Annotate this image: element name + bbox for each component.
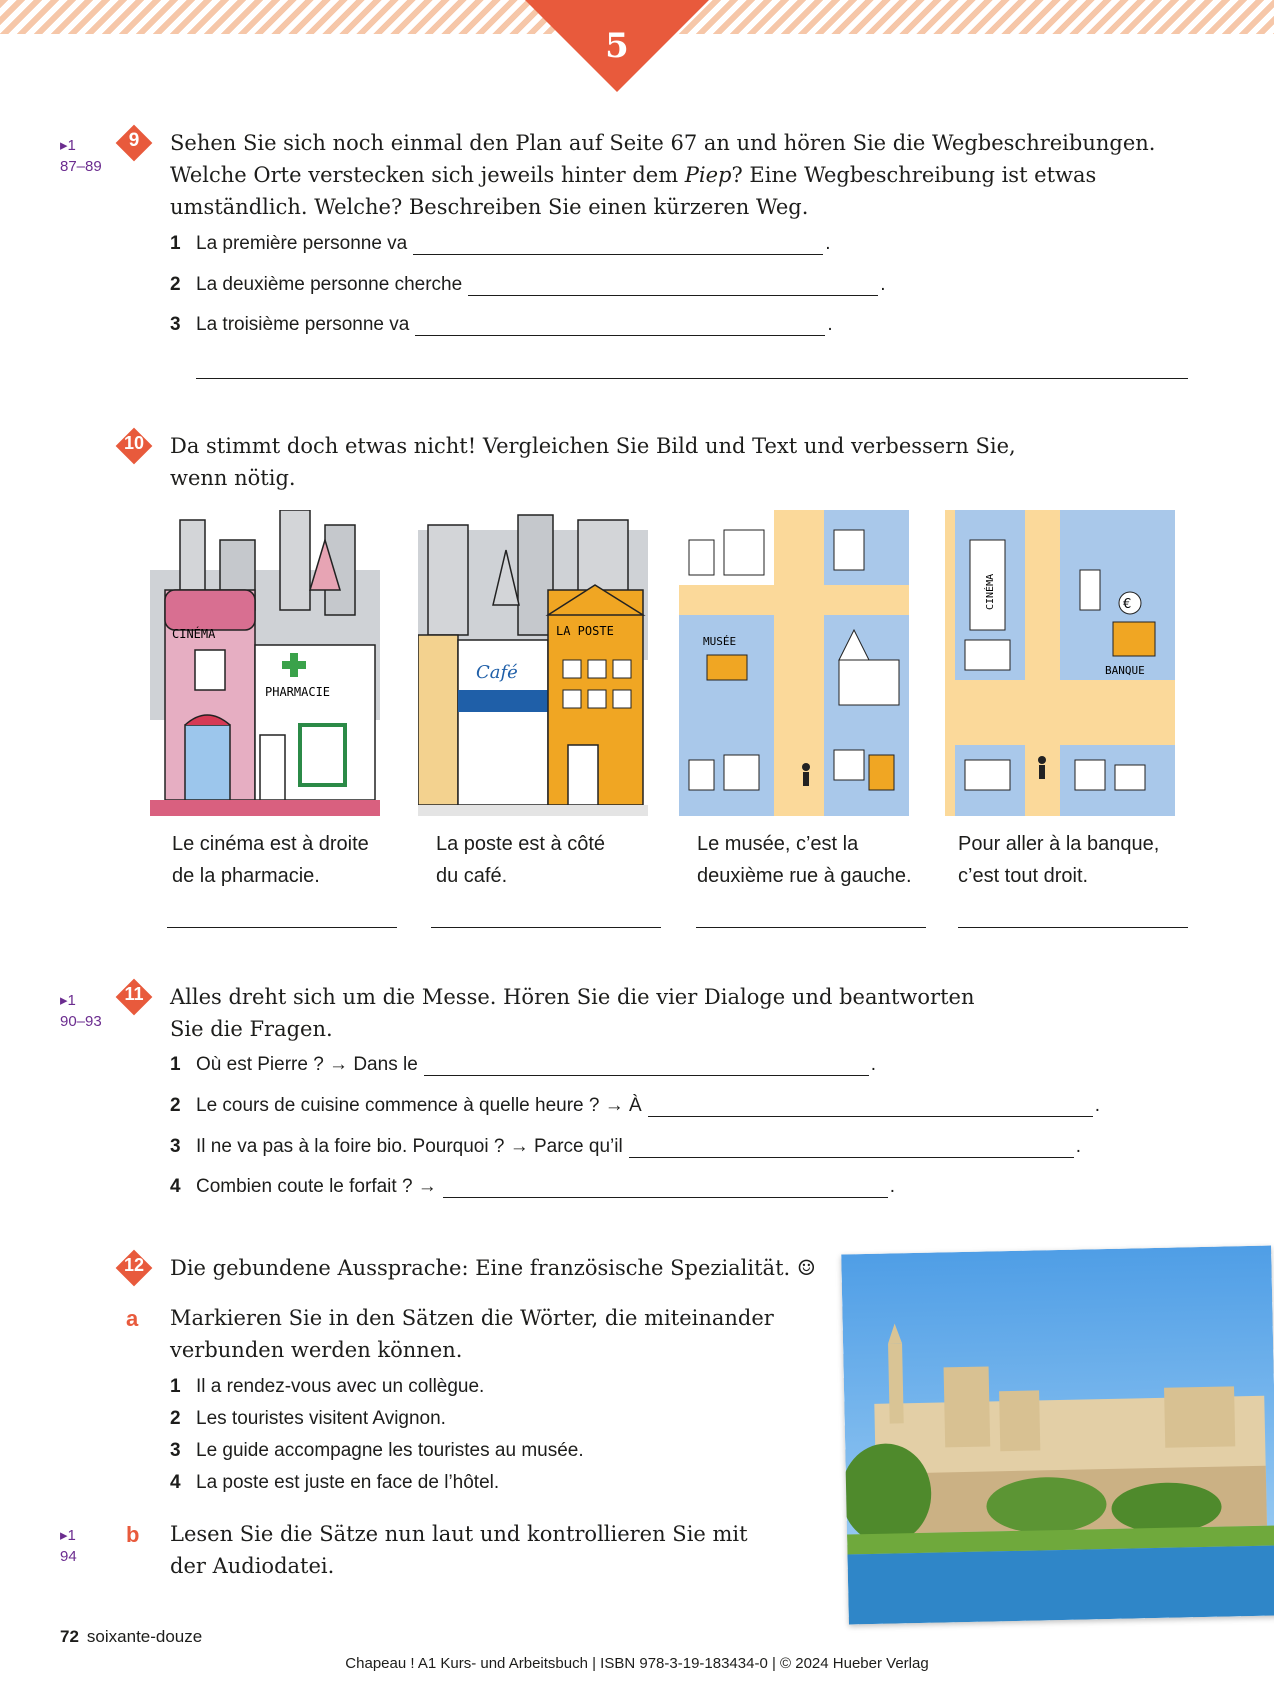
ex9-answer-blank-3[interactable] (415, 315, 825, 336)
euro-sign: € (1123, 597, 1132, 612)
ex10-answer-line-4[interactable] (958, 927, 1188, 928)
ex11-audio-icon: ▸1 (60, 992, 76, 1009)
ex11-number: 11 (124, 984, 144, 1004)
caption-3: Le musée, c’est la deuxième rue à gauche. (697, 833, 912, 887)
ex10-answer-line-1[interactable] (167, 927, 397, 928)
page-footer-credit: Chapeau ! A1 Kurs- und Arbeitsbuch | ISBN 978-3-19-183434-0 | © 2024 Hueber Verlag (345, 1655, 929, 1672)
ex12-instruction: Die gebundene Aussprache: Eine französische Spezialität. ☺ (170, 1256, 816, 1280)
ex11-audio-tracks: 90–93 (60, 1013, 102, 1030)
ex12-part-b-instruction: Lesen Sie die Sätze nun laut und kontrollieren Sie mit der Audiodatei. (170, 1522, 748, 1578)
ex10-answer-line-2[interactable] (431, 927, 661, 928)
ex12b-audio-ref[interactable] (60, 1525, 77, 1567)
ex12-part-a-instruction: Markieren Sie in den Sätzen die Wörter, die miteinander verbunden werden können. (170, 1306, 774, 1362)
ex12b-audio-track: 94 (60, 1548, 77, 1565)
pharmacy-sign: PHARMACIE (265, 685, 331, 699)
ex11-audio-ref[interactable] (60, 990, 102, 1032)
ex12-number: 12 (123, 1255, 145, 1275)
ex11-answer-blank-3[interactable] (629, 1137, 1074, 1158)
ex10-instruction: Da stimmt doch etwas nicht! Vergleichen Sie Bild und Text und verbessern Sie, wenn nötig. (170, 434, 1016, 490)
ex12-sentence-3: 3 Le guide accompagne les touristes au musée. (170, 1440, 584, 1461)
ex12-sentence-1: 1 Il a rendez-vous avec un collègue. (170, 1376, 485, 1397)
ex9-item-3: 3 La troisième personne va . (170, 314, 833, 335)
ex9-item-1: 1 La première personne va . (170, 233, 831, 254)
ex11-answer-blank-4[interactable] (443, 1177, 888, 1198)
bank-sign: BANQUE (1105, 664, 1145, 677)
ex12b-audio-icon: ▸1 (60, 1527, 76, 1544)
ex11-answer-blank-1[interactable] (424, 1055, 869, 1076)
ex11-item-3: 3 Il ne va pas à la foire bio. Pourquoi ? → Parce qu’il . (170, 1136, 1081, 1157)
ex9-instruction-line3: umständlich. Welche? Beschreiben Sie einen kürzeren Weg. (170, 195, 809, 219)
post-sign: LA POSTE (556, 624, 614, 638)
photo-avignon (841, 1246, 1274, 1625)
caption-2: La poste est à côté du café. (436, 833, 606, 887)
ex9-number: 9 (128, 130, 140, 151)
ex11-item-1: 1 Où est Pierre ? → Dans le . (170, 1054, 877, 1075)
ex9-answer-blank-1[interactable] (413, 234, 823, 255)
ex10-answer-line-3[interactable] (696, 927, 926, 928)
ex9-item-2: 2 La deuxième personne cherche . (170, 274, 886, 295)
ex10-number: 10 (123, 433, 145, 453)
ex9-instruction-line2: Welche Orte verstecken sich jeweils hinter dem Piep? Eine Wegbeschreibung ist etwas (170, 163, 1097, 187)
ex12-sentence-2: 2 Les touristes visitent Avignon. (170, 1408, 446, 1429)
ex9-audio-icon: ▸1 (60, 137, 76, 154)
chapter-number: 5 (605, 26, 629, 66)
caption-1: Le cinéma est à droite de la pharmacie. (172, 833, 369, 887)
illustration-bank-map (945, 510, 1175, 816)
cafe-sign: Café (476, 662, 518, 683)
ex12-part-b-letter: b (126, 1522, 140, 1547)
ex9-instruction-line1: Sehen Sie sich noch einmal den Plan auf Seite 67 an und hören Sie die Wegbeschreibungen. (170, 131, 1156, 155)
museum-sign: MUSÉE (703, 635, 737, 648)
ex9-instruction (170, 127, 1155, 223)
illustration-cafe-post (418, 510, 648, 816)
ex9-answer-blank-2[interactable] (468, 275, 878, 296)
ex11-item-4: 4 Combien coute le forfait ? → . (170, 1176, 896, 1197)
ex11-item-2: 2 Le cours de cuisine commence à quelle heure ? → À . (170, 1095, 1100, 1116)
ex12-part-a-letter: a (126, 1306, 139, 1331)
page-footer-number: 72 soixante-douze (60, 1627, 203, 1646)
ex11-instruction: Alles dreht sich um die Messe. Hören Sie die vier Dialoge und beantworten Sie die Fragen. (170, 985, 975, 1041)
ex11-answer-blank-2[interactable] (648, 1096, 1093, 1117)
ex9-audio-tracks: 87–89 (60, 158, 102, 175)
ex9-audio-ref[interactable] (60, 135, 102, 177)
ex12-sentence-4: 4 La poste est juste en face de l’hôtel. (170, 1472, 500, 1493)
ex9-extra-answer-line[interactable] (196, 378, 1188, 379)
cinema-map-sign: CINÉMA (985, 573, 996, 610)
illustration-cinema-pharmacy (150, 510, 380, 816)
cinema-sign: CINÉMA (172, 627, 216, 641)
illustration-museum-map (679, 510, 909, 816)
caption-4: Pour aller à la banque, c’est tout droit. (958, 833, 1160, 887)
